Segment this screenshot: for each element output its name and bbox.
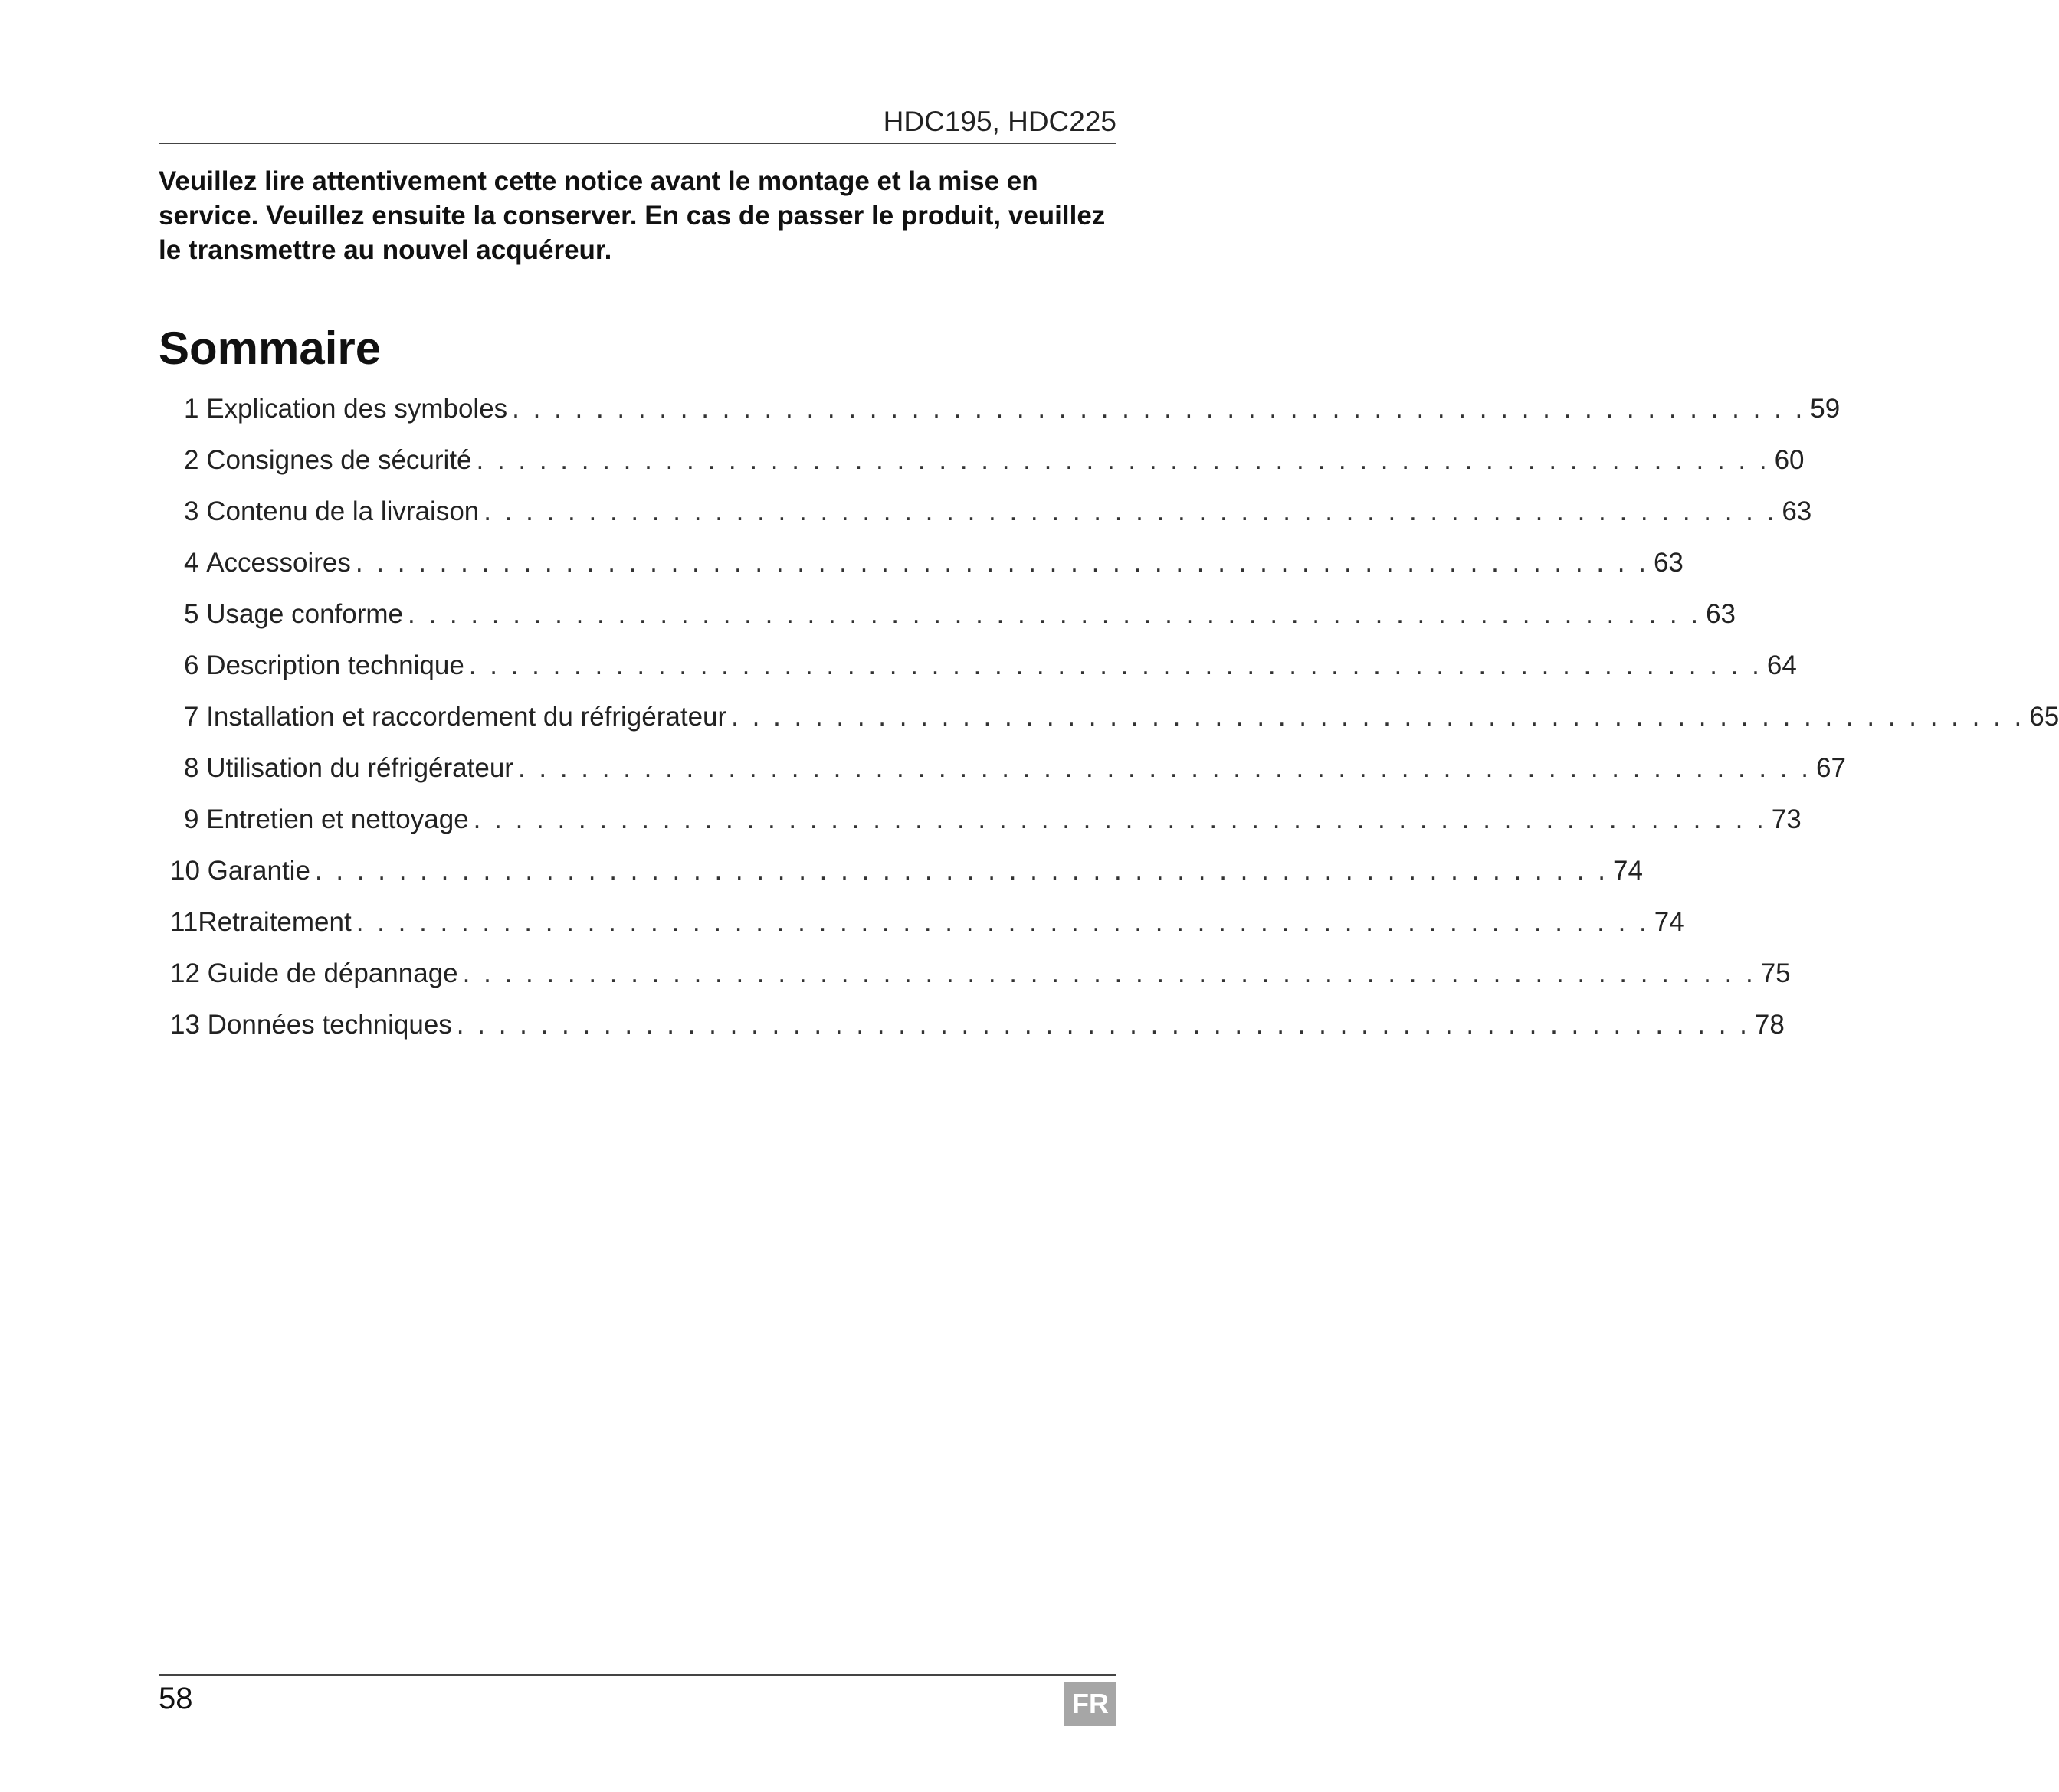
toc-entry-page: 60	[1774, 445, 1805, 475]
toc-entry-title: Données techniques	[207, 1010, 452, 1040]
toc-leader-dots: . . . . . . . . . . . . . . . . . . . . . . . . . . . . . . . . . . . . . . . . . . . . . . . . . . . . . . . . . . . . . .	[512, 394, 1806, 424]
page-number: 58	[159, 1682, 193, 1715]
toc-entry-title: Utilisation du réfrigérateur	[206, 753, 513, 783]
toc-entry-number: 12	[170, 958, 200, 988]
intro-notice: Veuillez lire attentivement cette notice avant le montage et la mise en service. Veuillez ensuite la conserver. En cas de passer le produit, veuillez le transmettre au nouvel acquéreur.	[159, 166, 1106, 265]
toc-entry-page: 59	[1810, 394, 1841, 424]
toc-entry-number: 5	[184, 599, 199, 629]
toc-entry-title: Entretien et nettoyage	[206, 804, 469, 834]
toc-entry-page: 64	[1766, 650, 1797, 680]
toc-entry-page: 63	[1706, 599, 1736, 629]
toc-entry[interactable]	[170, 1010, 1785, 1053]
toc-entry-title: Description technique	[206, 650, 464, 680]
toc-leader-dots: . . . . . . . . . . . . . . . . . . . . . . . . . . . . . . . . . . . . . . . . . . . . . . . . . . . . . . . . . . . . . .	[731, 702, 2025, 732]
toc-leader-dots: . . . . . . . . . . . . . . . . . . . . . . . . . . . . . . . . . . . . . . . . . . . . . . . . . . . . . . . . . . . . . .	[356, 907, 1650, 937]
toc-entry-page: 63	[1653, 548, 1684, 578]
toc-entry-number: 10	[170, 856, 200, 886]
toc-entry[interactable]	[184, 804, 1802, 847]
toc-entry[interactable]	[184, 445, 1805, 488]
toc-entry-title: Usage conforme	[206, 599, 403, 629]
toc-leader-dots: . . . . . . . . . . . . . . . . . . . . . . . . . . . . . . . . . . . . . . . . . . . . . . . . . . . . . . . . . . . . . .	[517, 753, 1812, 783]
toc-leader-dots: . . . . . . . . . . . . . . . . . . . . . . . . . . . . . . . . . . . . . . . . . . . . . . . . . . . . . . . . . . . . . .	[314, 856, 1608, 886]
toc-leader-dots: . . . . . . . . . . . . . . . . . . . . . . . . . . . . . . . . . . . . . . . . . . . . . . . . . . . . . . . . . . . . . .	[473, 804, 1767, 834]
page-title: Sommaire	[159, 323, 382, 374]
toc-entry-number: 13	[170, 1010, 200, 1040]
toc-entry-number: 4	[184, 548, 199, 578]
header-model: HDC195, HDC225	[883, 106, 1116, 137]
toc-leader-dots: . . . . . . . . . . . . . . . . . . . . . . . . . . . . . . . . . . . . . . . . . . . . . . . . . . . . . . . . . . . . . .	[462, 958, 1756, 988]
toc-leader-dots: . . . . . . . . . . . . . . . . . . . . . . . . . . . . . . . . . . . . . . . . . . . . . . . . . . . . . . . . . . . . . .	[476, 445, 1770, 475]
toc-entry-number: 8	[184, 753, 199, 783]
toc-entry[interactable]	[184, 599, 1736, 642]
toc-entry-page: 74	[1613, 856, 1643, 886]
language-badge: FR	[1064, 1682, 1116, 1726]
toc-entry-title: Accessoires	[206, 548, 351, 578]
toc-entry-title: Explication des symboles	[206, 394, 508, 424]
toc-entry-page: 65	[2029, 702, 2059, 732]
toc-entry-title: Guide de dépannage	[207, 958, 458, 988]
toc-entry[interactable]	[184, 496, 1812, 539]
toc-leader-dots: . . . . . . . . . . . . . . . . . . . . . . . . . . . . . . . . . . . . . . . . . . . . . . . . . . . . . . . . . . . . . .	[484, 496, 1778, 526]
toc-entry-page: 63	[1782, 496, 1812, 526]
toc-leader-dots: . . . . . . . . . . . . . . . . . . . . . . . . . . . . . . . . . . . . . . . . . . . . . . . . . . . . . . . . . . . . . .	[468, 650, 1762, 680]
toc-entry-title: Consignes de sécurité	[206, 445, 472, 475]
toc-entry-number: 2	[184, 445, 199, 475]
toc-entry[interactable]	[184, 753, 1846, 796]
toc-entry[interactable]	[170, 907, 1684, 950]
toc-entry[interactable]	[170, 958, 1791, 1001]
toc-leader-dots: . . . . . . . . . . . . . . . . . . . . . . . . . . . . . . . . . . . . . . . . . . . . . . . . . . . . . . . . . . . . . .	[456, 1010, 1750, 1040]
toc-entry-number: 6	[184, 650, 199, 680]
toc-entry-number: 11	[170, 907, 198, 937]
toc-entry-number: 1	[184, 394, 199, 424]
toc-entry-page: 73	[1771, 804, 1802, 834]
toc-entry-title: Garantie	[207, 856, 310, 886]
toc-entry-page: 75	[1760, 958, 1791, 988]
toc-entry[interactable]	[184, 394, 1841, 437]
toc-entry[interactable]	[170, 856, 1643, 899]
toc-entry-title: Installation et raccordement du réfrigérateur	[206, 702, 727, 732]
header-rule	[159, 143, 1116, 144]
toc-entry-page: 67	[1816, 753, 1846, 783]
toc-leader-dots: . . . . . . . . . . . . . . . . . . . . . . . . . . . . . . . . . . . . . . . . . . . . . . . . . . . . . . . . . . . . . .	[408, 599, 1702, 629]
toc-entry-title: Contenu de la livraison	[206, 496, 480, 526]
toc-entry[interactable]	[184, 548, 1684, 591]
toc-entry[interactable]	[184, 650, 1797, 693]
footer-rule	[159, 1674, 1116, 1676]
toc-entry-number: 3	[184, 496, 199, 526]
toc-leader-dots: . . . . . . . . . . . . . . . . . . . . . . . . . . . . . . . . . . . . . . . . . . . . . . . . . . . . . . . . . . . . . .	[355, 548, 1649, 578]
toc-entry-page: 74	[1654, 907, 1684, 937]
toc-entry-title: Retraitement	[198, 907, 352, 937]
toc-entry-number: 9	[184, 804, 199, 834]
toc-entry-page: 78	[1754, 1010, 1785, 1040]
toc-entry[interactable]	[184, 702, 2059, 745]
toc-entry-number: 7	[184, 702, 199, 732]
